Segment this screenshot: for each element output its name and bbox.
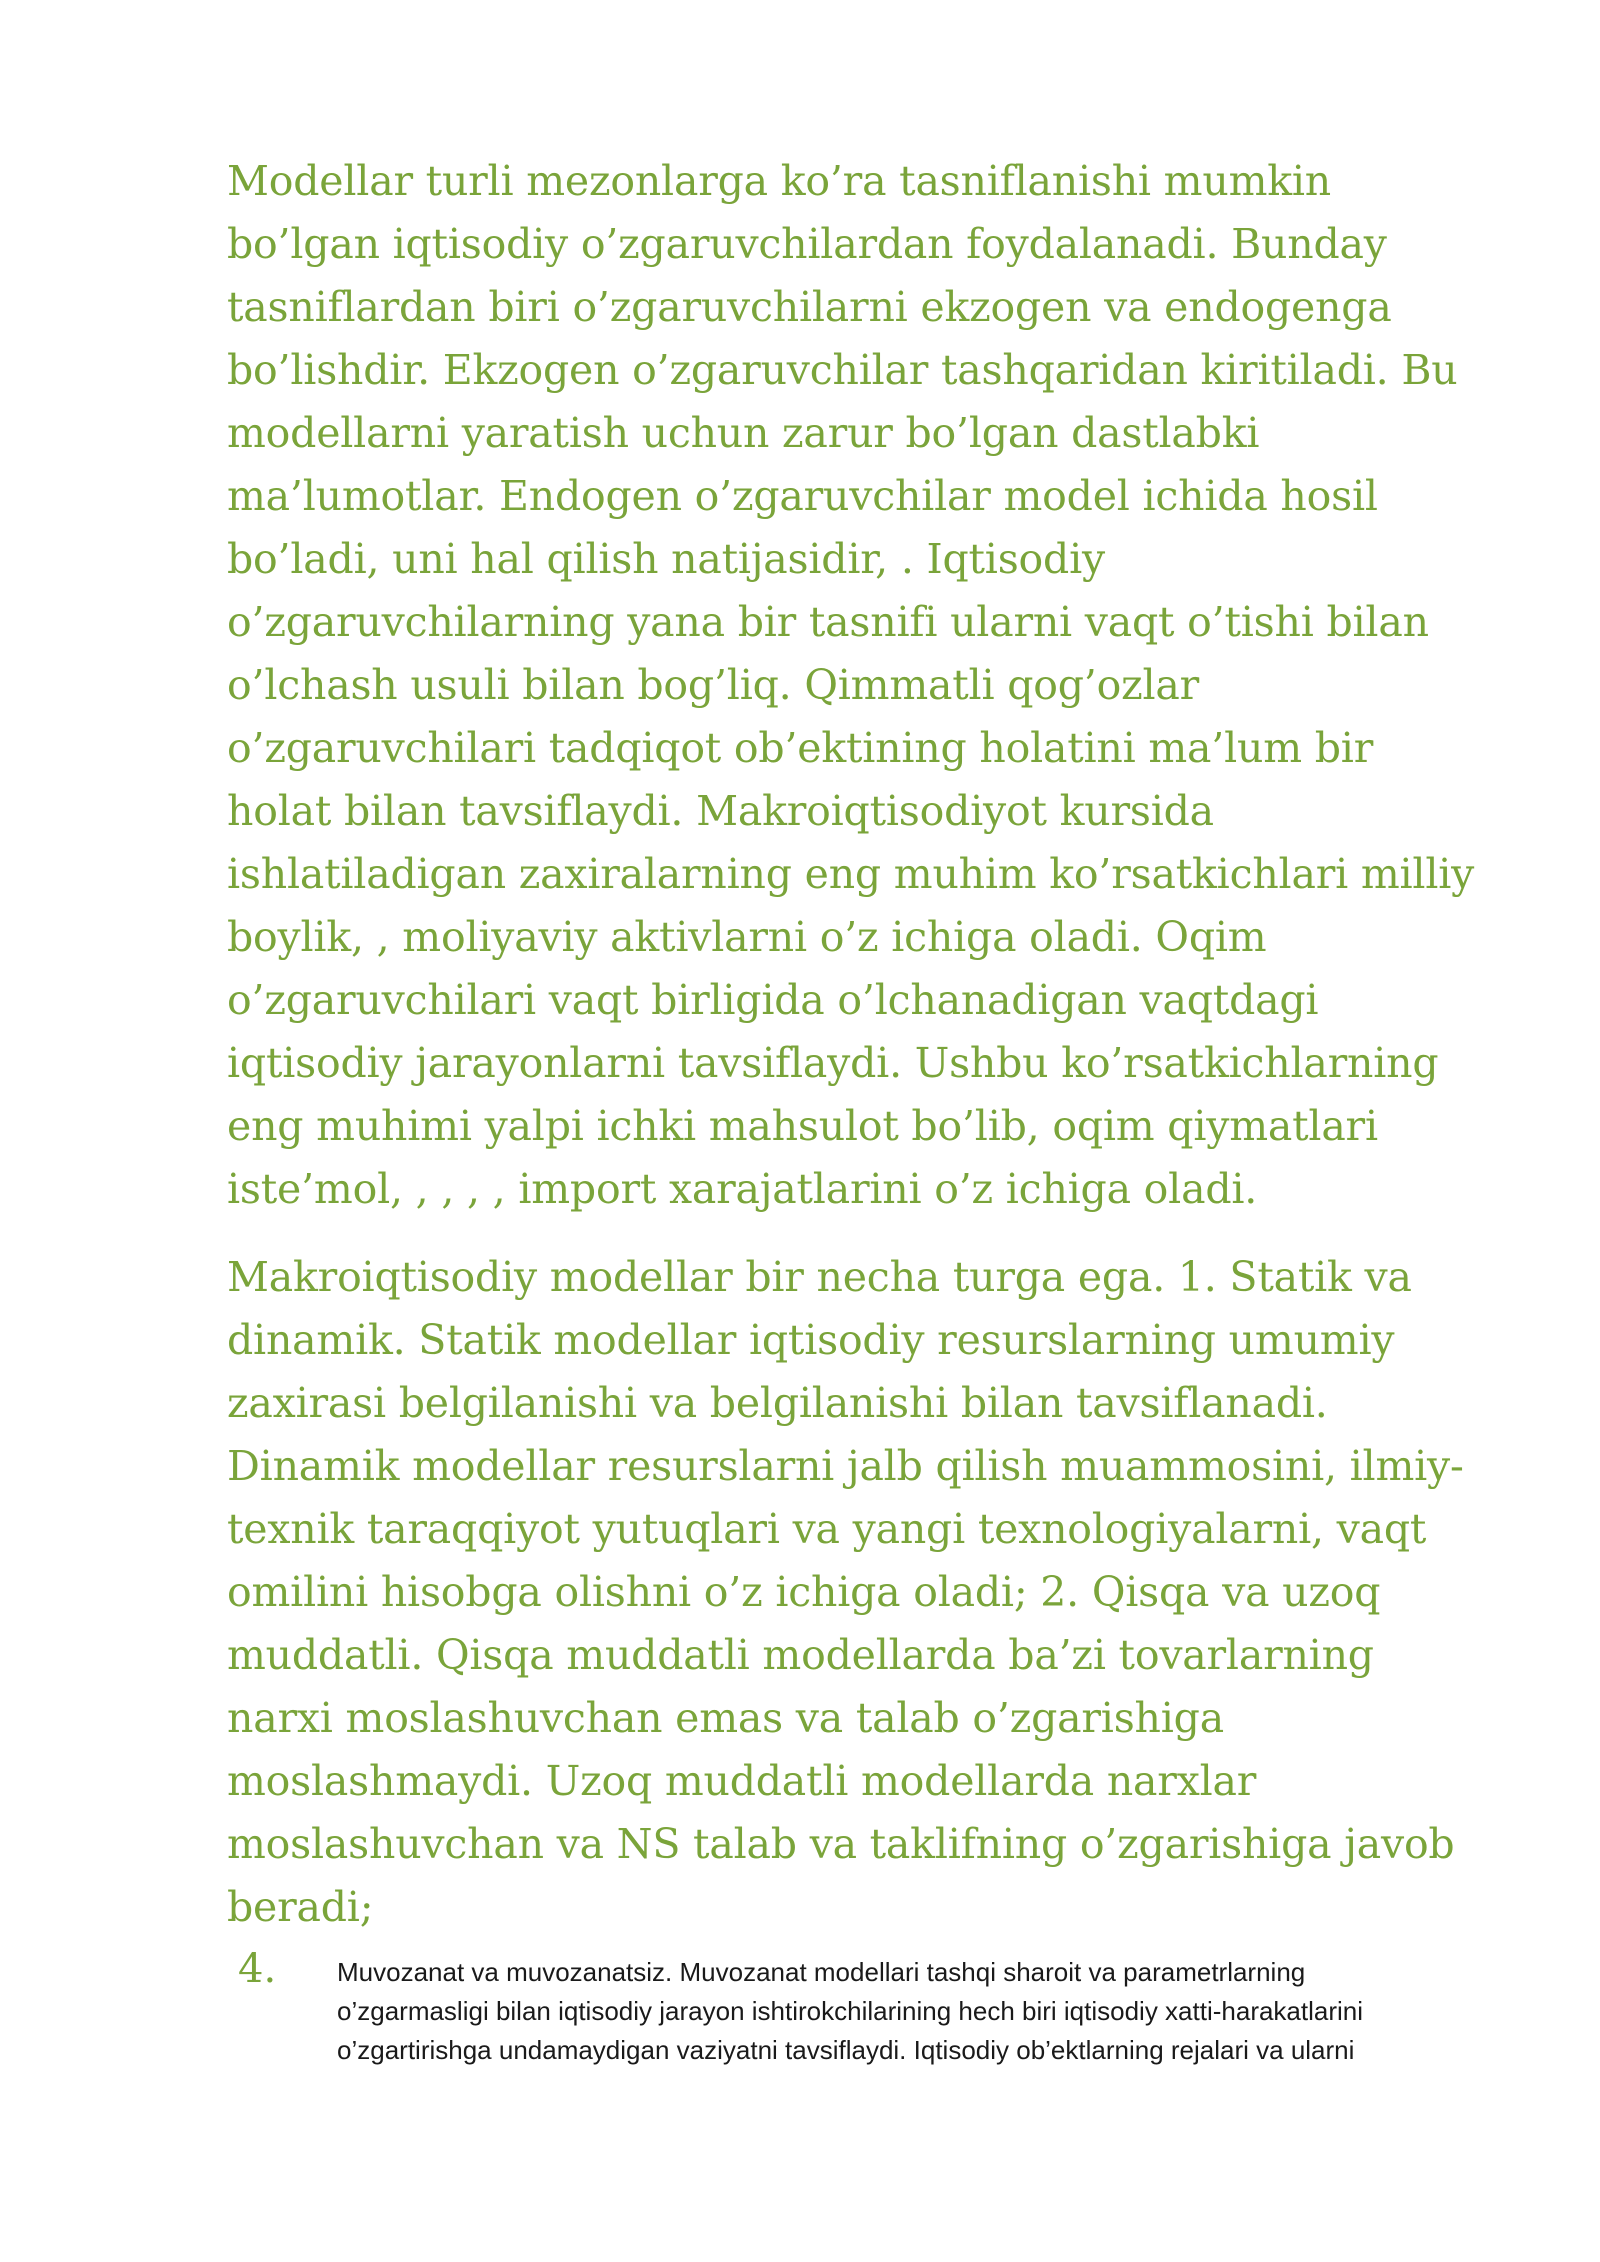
paragraph-1 <box>227 150 1487 1221</box>
text-line: Muvozanat va muvozanatsiz. Muvozanat modellari tashqi sharoit va parametrlarning <box>337 1957 1306 1987</box>
text-line: omilini hisobga olishni o’z ichiga oladi; 2. Qisqa va uzoq <box>227 1568 1381 1616</box>
text-line: boylik, , moliyaviy aktivlarni o’z ichiga oladi. Oqim <box>227 913 1267 961</box>
text-line: tasniflardan biri o’zgaruvchilarni ekzogen va endogenga <box>227 283 1392 331</box>
list-number: 4. <box>238 1946 277 1992</box>
text-line: ma’lumotlar. Endogen o’zgaruvchilar model ichida hosil <box>227 472 1378 520</box>
text-line: bo’ladi, uni hal qilish natijasidir, . Iqtisodiy <box>227 535 1105 583</box>
text-line: o’lchash usuli bilan bog’liq. Qimmatli qog’ozlar <box>227 661 1200 709</box>
text-line: bo’lgan iqtisodiy o’zgaruvchilardan foydalanadi. Bunday <box>227 220 1387 268</box>
text-line: bo’lishdir. Ekzogen o’zgaruvchilar tashqaridan kiritiladi. Bu <box>227 346 1458 394</box>
text-line: Makroiqtisodiy modellar bir necha turga ega. 1. Statik va <box>227 1253 1412 1301</box>
text-line: holat bilan tavsiflaydi. Makroiqtisodiyot kursida <box>227 787 1214 835</box>
text-line: o’zgartirishga undamaydigan vaziyatni tavsiflaydi. Iqtisodiy ob’ektlarning rejalari va ularni <box>337 2035 1355 2065</box>
paragraph-2 <box>227 1246 1487 1939</box>
text-line: o’zgarmasligi bilan iqtisodiy jarayon ishtirokchilarining hech biri iqtisodiy xatti-harakatlarini <box>337 1996 1364 2026</box>
text-line: narxi moslashuvchan emas va talab o’zgarishiga <box>227 1694 1224 1742</box>
text-line: eng muhimi yalpi ichki mahsulot bo’lib, oqim qiymatlari <box>227 1102 1378 1150</box>
text-line: muddatli. Qisqa muddatli modellarda ba’zi tovarlarning <box>227 1631 1374 1679</box>
text-line: Dinamik modellar resurslarni jalb qilish muammosini, ilmiy- <box>227 1442 1464 1490</box>
list-item-text <box>337 1953 1437 2070</box>
text-line: moslashmaydi. Uzoq muddatli modellarda narxlar <box>227 1757 1257 1805</box>
text-line: iste’mol, , , , , import xarajatlarini o’z ichiga oladi. <box>227 1165 1258 1213</box>
text-line: ishlatiladigan zaxiralarning eng muhim ko’rsatkichlari milliy <box>227 850 1475 898</box>
text-line: texnik taraqqiyot yutuqlari va yangi texnologiyalarni, vaqt <box>227 1505 1427 1553</box>
text-line: Modellar turli mezonlarga ko’ra tasniflanishi mumkin <box>227 157 1332 205</box>
text-line: o’zgaruvchilari vaqt birligida o’lchanadigan vaqtdagi <box>227 976 1319 1024</box>
text-line: dinamik. Statik modellar iqtisodiy resurslarning umumiy <box>227 1316 1395 1364</box>
text-line: moslashuvchan va NS talab va taklifning o’zgarishiga javob <box>227 1820 1455 1868</box>
text-line: iqtisodiy jarayonlarni tavsiflaydi. Ushbu ko’rsatkichlarning <box>227 1039 1439 1087</box>
text-line: o’zgaruvchilarning yana bir tasnifi ularni vaqt o’tishi bilan <box>227 598 1429 646</box>
text-line: beradi; <box>227 1883 374 1931</box>
text-line: modellarni yaratish uchun zarur bo’lgan dastlabki <box>227 409 1260 457</box>
text-line: o’zgaruvchilari tadqiqot ob’ektining holatini ma’lum bir <box>227 724 1374 772</box>
text-line: zaxirasi belgilanishi va belgilanishi bilan tavsiflanadi. <box>227 1379 1328 1427</box>
